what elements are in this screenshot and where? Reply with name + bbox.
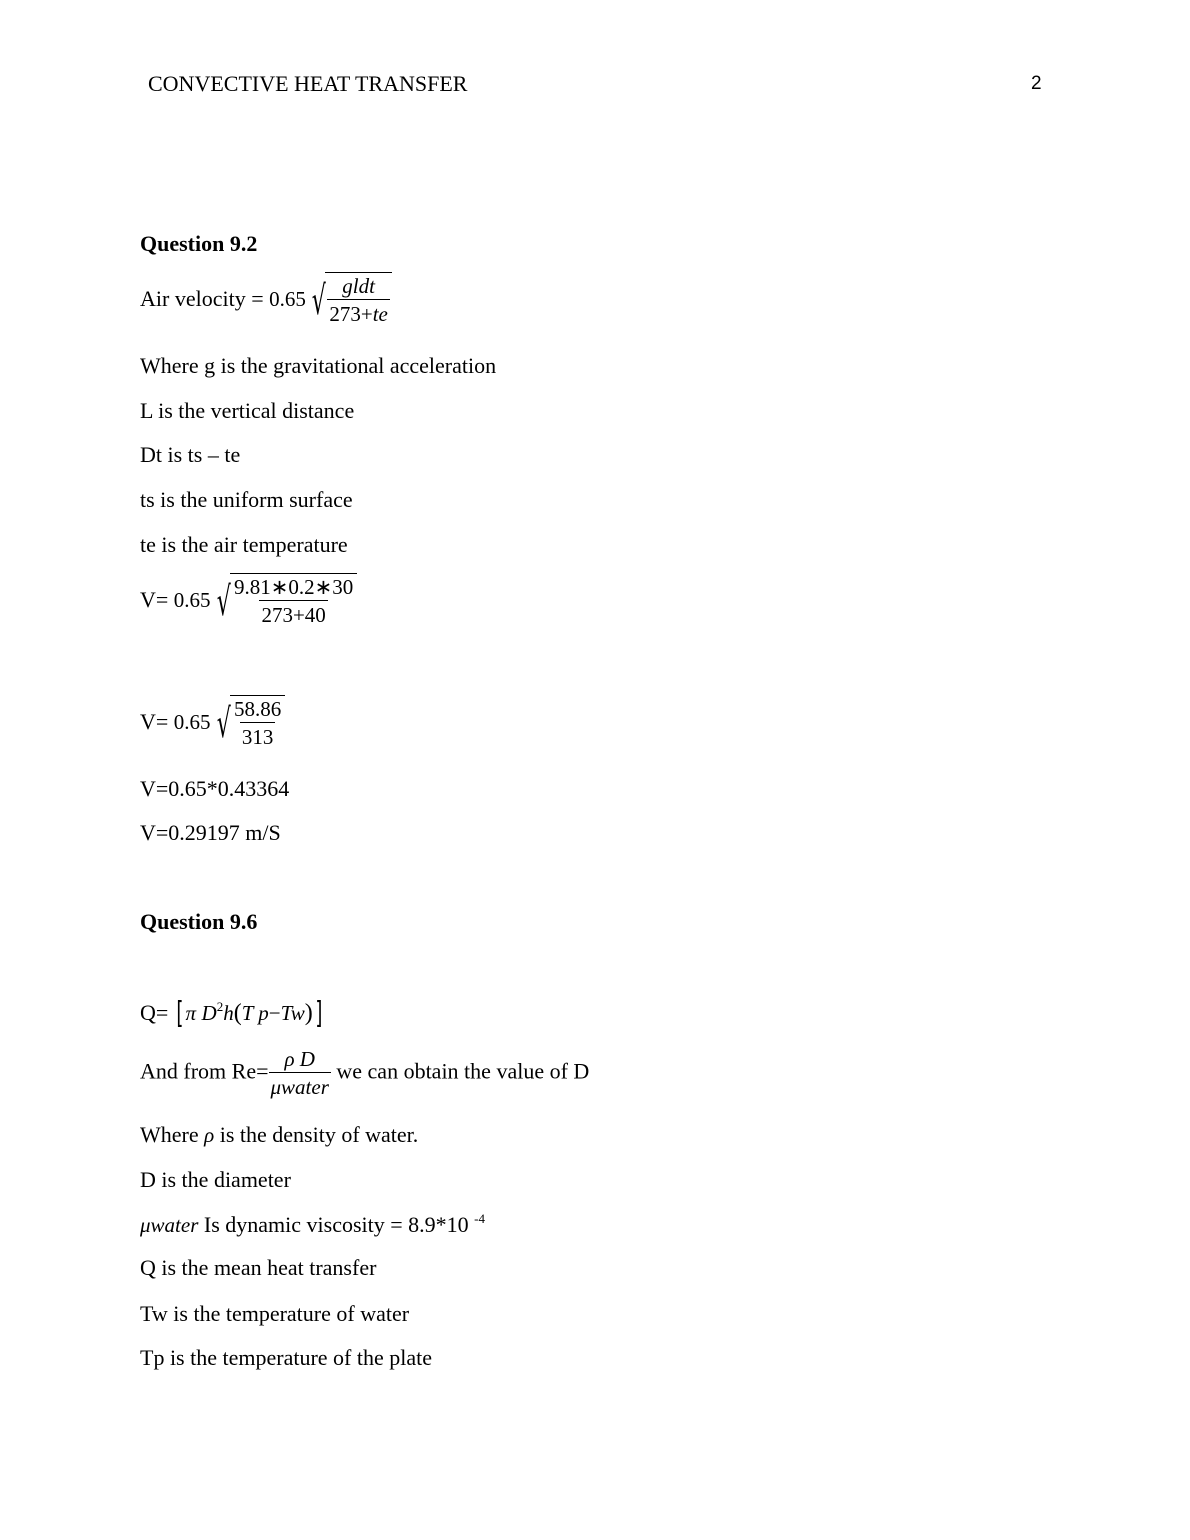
question-9-6-heading: Question 9.6	[140, 909, 258, 934]
q-pi: π	[185, 1001, 197, 1025]
step1-label: V=	[140, 587, 174, 613]
sqrt-radical: √	[216, 701, 231, 747]
definition-dt: Dt is ts – te	[140, 442, 241, 467]
definition-ts: ts is the uniform surface	[140, 487, 353, 512]
running-header-title: CONVECTIVE HEAT TRANSFER	[148, 71, 468, 96]
step1-fraction	[232, 574, 355, 629]
definition-mu	[140, 1211, 485, 1238]
step1-coefficient: 0.65	[173, 588, 211, 613]
definition-te: te is the air temperature	[140, 532, 348, 557]
right-paren: )	[304, 1000, 313, 1026]
sqrt-radicand	[325, 272, 392, 330]
velocity-result: V=0.29197 m/S	[140, 820, 281, 845]
left-bracket: [	[176, 996, 184, 1031]
rho-symbol: ρ	[204, 1123, 215, 1147]
sqrt-radicand	[230, 573, 357, 631]
q-tw: Tw	[280, 1001, 305, 1025]
formula-fraction	[327, 273, 390, 328]
mu-text: Is dynamic viscosity = 8.9*10	[198, 1212, 475, 1237]
re-numerator: ρ D	[284, 1047, 315, 1071]
re-prefix: And from Re=	[140, 1058, 269, 1084]
mu-symbol: μwater	[140, 1213, 199, 1237]
step2-sqrt	[211, 695, 286, 753]
rho-suffix: is the density of water.	[214, 1122, 419, 1147]
formula-coefficient: 0.65	[269, 287, 306, 312]
sqrt-radicand	[230, 695, 285, 753]
page-number: 2	[1031, 73, 1042, 94]
denominator-constant: 273	[329, 302, 361, 326]
denominator-variable: te	[372, 302, 388, 326]
formula-denominator	[327, 299, 390, 328]
sqrt-radical: √	[216, 579, 231, 625]
heat-transfer-formula	[140, 996, 324, 1031]
step2-numerator: 58.86	[234, 697, 282, 721]
re-suffix: we can obtain the value of D	[330, 1058, 590, 1084]
question-9-2-heading: Question 9.2	[140, 231, 258, 256]
velocity-step-3: V=0.65*0.43364	[140, 776, 290, 801]
definition-d: D is the diameter	[140, 1167, 291, 1192]
step2-label: V=	[140, 709, 174, 735]
re-fraction	[269, 1046, 331, 1101]
reynolds-line	[140, 1046, 589, 1101]
rho-prefix: Where	[140, 1122, 205, 1147]
formula-sqrt	[306, 272, 392, 330]
air-velocity-formula	[140, 272, 392, 330]
definition-g: Where g is the gravitational acceleration	[140, 353, 497, 378]
step1-numerator: 9.81∗0.2∗30	[234, 575, 354, 599]
left-paren: (	[233, 1000, 242, 1026]
re-denominator: μwater	[269, 1072, 331, 1101]
sqrt-radical: √	[311, 278, 326, 324]
q-diameter: D	[201, 1001, 217, 1025]
right-bracket: ]	[315, 996, 323, 1031]
q-h: h	[223, 1001, 234, 1025]
definition-q: Q is the mean heat transfer	[140, 1255, 377, 1280]
q-minus: −	[268, 1001, 281, 1025]
step2-denominator: 313	[240, 722, 276, 751]
definition-tw: Tw is the temperature of water	[140, 1301, 410, 1326]
definition-tp: Tp is the temperature of the plate	[140, 1345, 432, 1370]
formula-numerator: gldt	[342, 274, 375, 298]
step1-denominator: 273+40	[259, 600, 327, 629]
step2-coefficient: 0.65	[173, 710, 211, 735]
mu-exponent: -4	[474, 1211, 486, 1226]
step2-fraction	[232, 696, 283, 751]
definition-rho	[140, 1122, 418, 1148]
air-velocity-label: Air velocity =	[140, 286, 270, 312]
definition-l: L is the vertical distance	[140, 398, 355, 423]
q-exponent: 2	[216, 999, 224, 1014]
velocity-step-2	[140, 695, 285, 753]
velocity-step-1	[140, 573, 357, 631]
q-tp: T p	[241, 1001, 269, 1025]
denominator-operator: +	[360, 302, 373, 326]
step1-sqrt	[211, 573, 358, 631]
q-label: Q=	[140, 1000, 174, 1025]
